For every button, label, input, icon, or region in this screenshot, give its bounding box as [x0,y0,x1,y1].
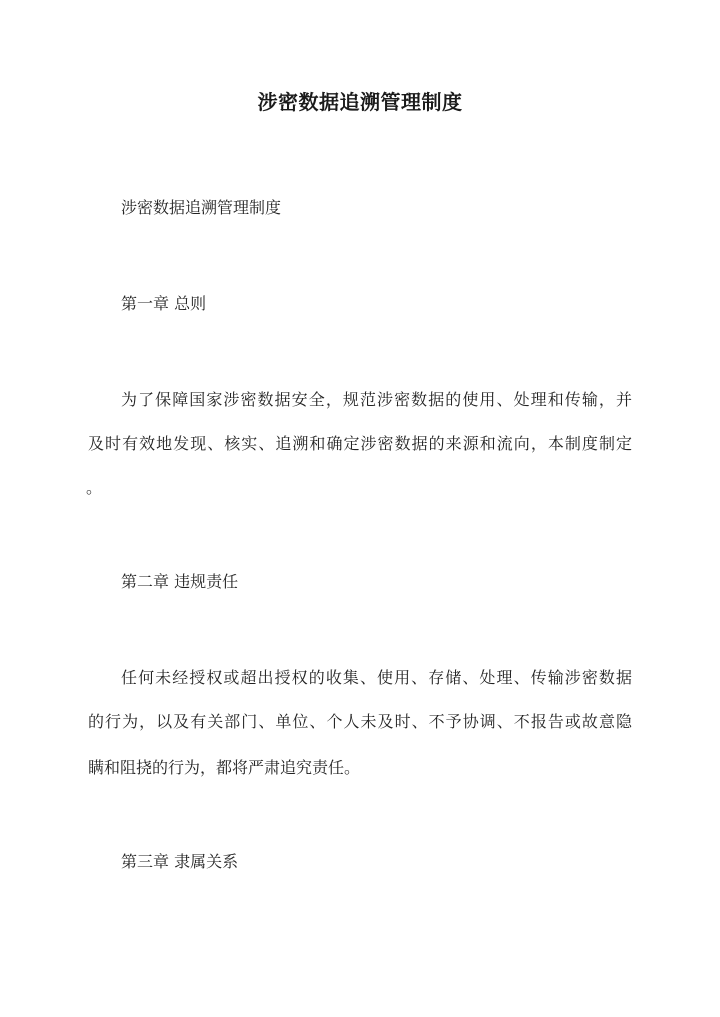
document-title: 涉密数据追溯管理制度 [257,90,463,114]
chapter-3-heading: 第三章 隶属关系 [121,852,239,871]
document-subtitle: 涉密数据追溯管理制度 [121,198,282,217]
chapter-1-paragraph-line-1: 为了保障国家涉密数据安全，规范涉密数据的使用、处理和传输，并 [121,390,632,409]
chapter-2-paragraph-line-3: 瞒和阻挠的行为，都将严肃追究责任。 [88,758,361,777]
chapter-2-paragraph-line-2: 的行为，以及有关部门、单位、个人未及时、不予协调、不报告或故意隐 [88,712,632,731]
chapter-1-paragraph-line-3: 。 [86,478,103,497]
chapter-2-paragraph-line-1: 任何未经授权或超出授权的收集、使用、存储、处理、传输涉密数据 [121,668,632,687]
chapter-1-paragraph-line-2: 及时有效地发现、核实、追溯和确定涉密数据的来源和流向，本制度制定 [88,434,632,453]
chapter-2-heading: 第二章 违规责任 [121,572,239,591]
chapter-1-heading: 第一章 总则 [121,294,207,313]
